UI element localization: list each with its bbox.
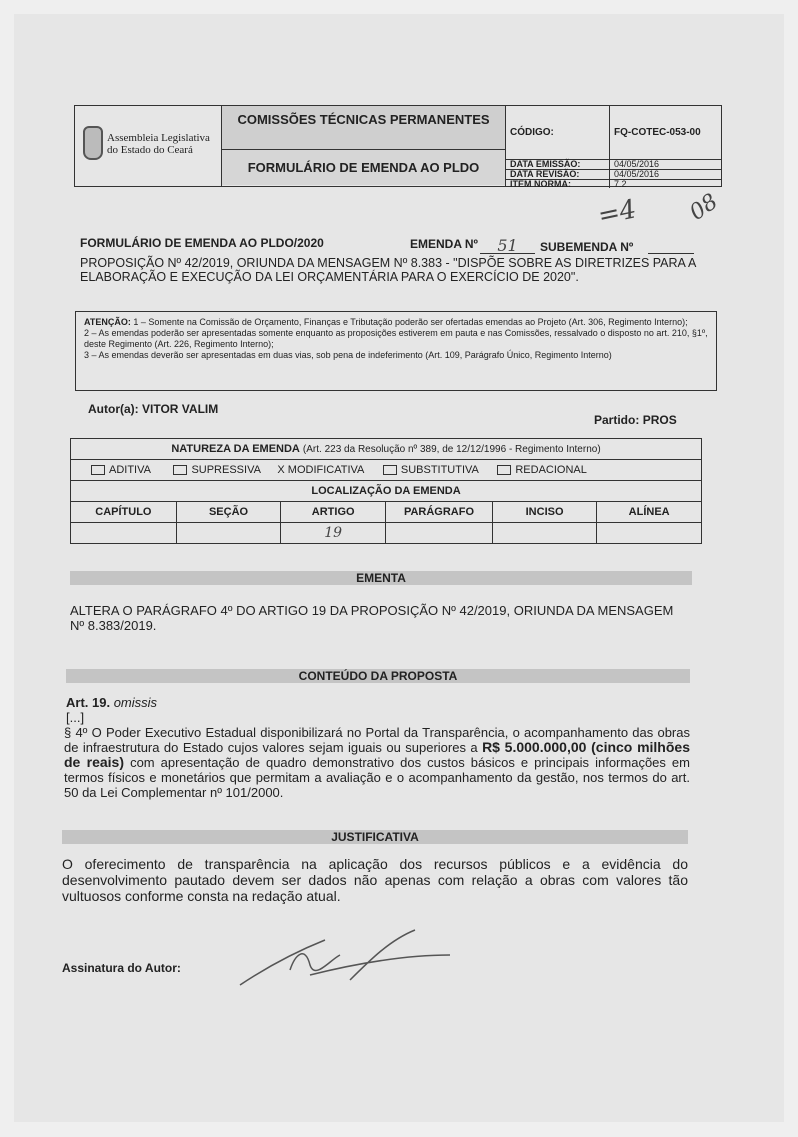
partido-value: PROS <box>642 413 677 427</box>
atencao-label: ATENÇÃO: <box>84 317 131 327</box>
conteudo-art <box>66 695 157 710</box>
para-bold: R$ 5.000.000,00 (cinco milhões de reais) <box>64 739 690 770</box>
org-name: Assembleia Legislativa do Estado do Ceará <box>107 132 210 156</box>
conteudo-ellipsis: [...] <box>66 710 85 725</box>
subemenda-field <box>648 253 694 254</box>
item-value: 7.2 <box>614 179 627 189</box>
partido <box>594 413 677 427</box>
checkbox-substitutiva[interactable] <box>383 465 397 475</box>
checkbox-modificativa-mark[interactable]: X <box>277 464 285 476</box>
logo-cell <box>75 106 222 186</box>
ementa-text: ALTERA O PARÁGRAFO 4º DO ARTIGO 19 DA PROPOSIÇÃO Nº 42/2019, ORIUNDA DA MENSAGEM Nº 8.383/2019. <box>70 603 674 633</box>
option-supressiva: SUPRESSIVA <box>191 464 261 476</box>
justificativa-bar: JUSTIFICATIVA <box>62 830 688 844</box>
conteudo-bar: CONTEÚDO DA PROPOSTA <box>66 669 690 683</box>
codigo-label: CÓDIGO: <box>506 106 610 159</box>
header-meta <box>506 106 721 189</box>
value-inciso <box>492 523 596 544</box>
partido-label: Partido: <box>594 413 640 427</box>
col-secao: SEÇÃO <box>176 502 281 523</box>
natureza-table <box>70 438 702 544</box>
natureza-title: NATUREZA DA EMENDA <box>171 443 300 455</box>
item-label: ITEM NORMA: <box>506 180 610 188</box>
emenda-value: 51 <box>497 236 518 255</box>
omissis: omissis <box>113 695 158 710</box>
checkbox-aditiva[interactable] <box>91 465 105 475</box>
seal-icon <box>83 126 103 160</box>
emenda-label: EMENDA Nº <box>410 237 478 251</box>
col-inciso: INCISO <box>492 502 596 523</box>
autor <box>88 402 218 416</box>
handwritten-mark-2: 08 <box>685 189 723 226</box>
atencao-line-2: 2 – As emendas poderão ser apresentadas somente enquanto as proposições estiverem em pauta e nas Comissões, ressalvado o disposto no art. 210, §1º, deste Regimento (Art. 226, Regimento Interno); <box>84 328 708 349</box>
value-alinea <box>597 523 702 544</box>
form-header <box>74 105 722 187</box>
value-capitulo <box>71 523 177 544</box>
para-start: § 4º O Poder Executivo Estadual disponibilizará no Portal da Transparência, o acompanhamento das obras de infraestrutura do Estado cujos valores sejam iguais ou superiores a <box>64 725 690 755</box>
autor-label: Autor(a): <box>88 402 139 416</box>
natureza-ref: (Art. 223 da Resolução nº 389, de 12/12/1996 - Regimento Interno) <box>302 444 601 455</box>
revisao-label: DATA REVISÃO: <box>506 170 610 179</box>
checkbox-supressiva[interactable] <box>173 465 187 475</box>
atencao-line-3: 3 – As emendas deverão ser apresentadas em duas vias, sob pena de indeferimento (Art. 109, Parágrafo Único, Regimento Interno) <box>84 350 612 360</box>
header-titles <box>222 106 506 186</box>
option-substitutiva: SUBSTITUTIVA <box>400 464 479 476</box>
checkbox-redacional[interactable] <box>497 465 511 475</box>
value-secao <box>176 523 281 544</box>
value-artigo: 19 <box>281 523 386 544</box>
form-title: FORMULÁRIO DE EMENDA AO PLDO/2020 <box>80 236 324 250</box>
autor-name: VITOR VALIM <box>142 402 219 416</box>
header-title-1: COMISSÕES TÉCNICAS PERMANENTES <box>222 106 505 150</box>
option-redacional: REDACIONAL <box>515 464 587 476</box>
header-title-2: FORMULÁRIO DE EMENDA AO PLDO <box>222 150 505 185</box>
conteudo-paragraph <box>64 725 690 800</box>
assinatura-label: Assinatura do Autor: <box>62 961 181 975</box>
col-alinea: ALÍNEA <box>597 502 702 523</box>
art-number: Art. 19. <box>66 695 111 710</box>
emissao-value: 04/05/2016 <box>614 159 660 169</box>
emenda-field <box>480 238 535 254</box>
emissao-label: DATA EMISSÃO: <box>506 160 610 169</box>
justificativa-text: O oferecimento de transparência na aplicação dos recursos públicos e a evidência do desenvolvimento pautado devem ser dados não apenas com relação a obras com valores tão vultuosos conforme consta na redação atual. <box>62 856 688 904</box>
codigo-value: FQ-COTEC-053-00 <box>614 127 701 138</box>
subemenda-label: SUBEMENDA Nº <box>540 240 634 254</box>
col-artigo: ARTIGO <box>281 502 386 523</box>
value-paragrafo <box>386 523 493 544</box>
signature-mark <box>230 925 470 995</box>
col-capitulo: CAPÍTULO <box>71 502 177 523</box>
handwritten-mark-1: =4 <box>595 194 640 232</box>
atencao-line-1: 1 – Somente na Comissão de Orçamento, Finanças e Tributação poderão ser ofertadas emendas ao Projeto (Art. 306, Regimento Interno); <box>133 317 688 327</box>
option-modificativa: MODIFICATIVA <box>287 464 364 476</box>
revisao-value: 04/05/2016 <box>614 169 660 179</box>
proposicao-text: PROPOSIÇÃO Nº 42/2019, ORIUNDA DA MENSAGEM Nº 8.383 - "DISPÕE SOBRE AS DIRETRIZES PARA A ELABORAÇÃO E EXECUÇÃO DA LEI ORÇAMENTÁRIA PARA O EXERCÍCIO DE 2020". <box>80 256 696 284</box>
option-aditiva: ADITIVA <box>109 464 151 476</box>
col-paragrafo: PARÁGRAFO <box>386 502 493 523</box>
para-end: com apresentação de quadro demonstrativo dos custos básicos e principais informações em termos físicos e monetários que permitam a avaliação e o acompanhamento da gestão, nos termos do art. 50 da Lei Complementar nº 101/2000. <box>64 755 690 800</box>
atencao-box <box>75 311 717 391</box>
ementa-bar: EMENTA <box>70 571 692 585</box>
localizacao-title: LOCALIZAÇÃO DA EMENDA <box>71 481 702 502</box>
